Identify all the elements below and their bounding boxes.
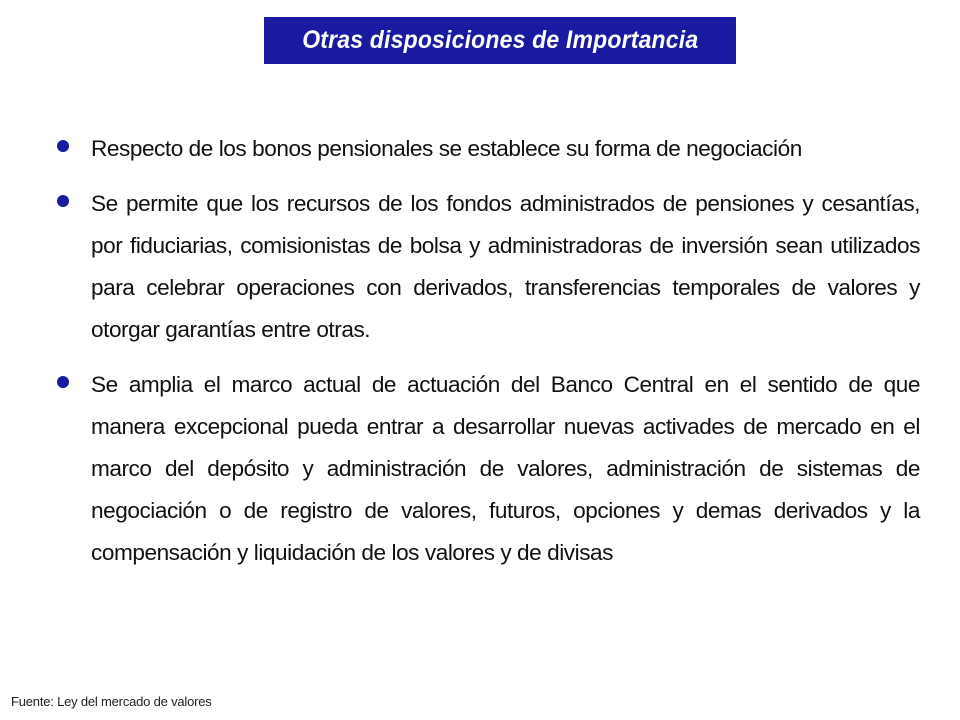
bullet-item — [40, 128, 920, 170]
bullet-item — [40, 364, 920, 574]
bullet-dot-icon — [57, 140, 69, 152]
bullet-text: Se permite que los recursos de los fondos administrados de pensiones y cesantías, por fiduciarias, comisionistas de bolsa y administradoras de inversión sean utilizados para celebrar operaciones con derivados, transferencias temporales de valores y otorgar garantías entre otras. — [91, 191, 920, 342]
bullet-list — [40, 128, 920, 587]
bullet-text: Respecto de los bonos pensionales se establece su forma de negociación — [91, 136, 802, 161]
bullet-dot-icon — [57, 376, 69, 388]
slide-title: Otras disposiciones de Importancia — [301, 26, 699, 54]
bullet-item — [40, 183, 920, 351]
source-note: Fuente: Ley del mercado de valores — [11, 694, 212, 709]
slide-title-banner — [264, 17, 736, 64]
bullet-text: Se amplia el marco actual de actuación del Banco Central en el sentido de que manera excepcional pueda entrar a desarrollar nuevas activades de mercado en el marco del depósito y administración de valores, administración de sistemas de negociación o de registro de valores, futuros, opciones y demas derivados y la compensación y liquidación de los valores y de divisas — [91, 372, 920, 565]
bullet-dot-icon — [57, 195, 69, 207]
